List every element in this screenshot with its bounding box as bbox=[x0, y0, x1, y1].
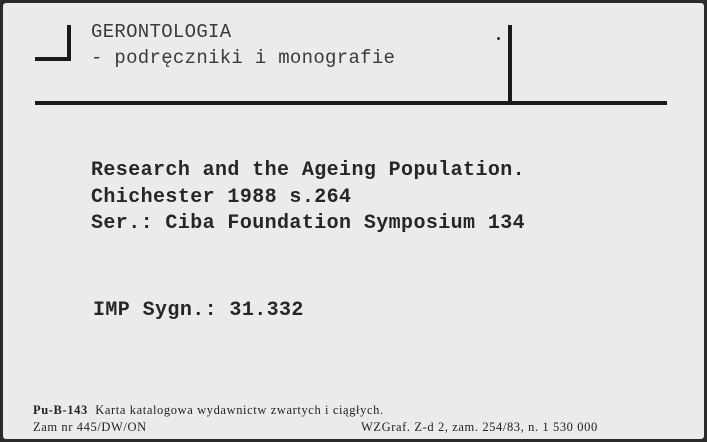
catalog-card bbox=[3, 3, 704, 439]
footer-printer: WZGraf. Z-d 2, zam. 254/83, n. 1 530 000 bbox=[361, 420, 598, 434]
ink-dot bbox=[497, 37, 500, 40]
footer-order: Zam nr 445/DW/ON bbox=[33, 420, 147, 434]
left-bracket-vertical bbox=[67, 25, 71, 61]
header-rule bbox=[35, 101, 667, 105]
subject-heading: GERONTOLOGIA bbox=[91, 21, 232, 43]
record-series: Ser.: Ciba Foundation Symposium 134 bbox=[91, 212, 526, 235]
form-code: Pu-B-143 bbox=[33, 403, 88, 417]
record-imprint: Chichester 1988 s.264 bbox=[91, 186, 352, 209]
subject-subheading: - podręczniki i monografie bbox=[91, 47, 396, 69]
right-vertical-rule bbox=[508, 25, 512, 101]
call-number: IMP Sygn.: 31.332 bbox=[93, 299, 304, 322]
footer-form-line bbox=[33, 403, 384, 418]
left-bracket-horizontal bbox=[35, 57, 71, 61]
form-description: Karta katalogowa wydawnictw zwartych i ciągłych. bbox=[95, 403, 384, 417]
record-title: Research and the Ageing Population. bbox=[91, 159, 526, 182]
